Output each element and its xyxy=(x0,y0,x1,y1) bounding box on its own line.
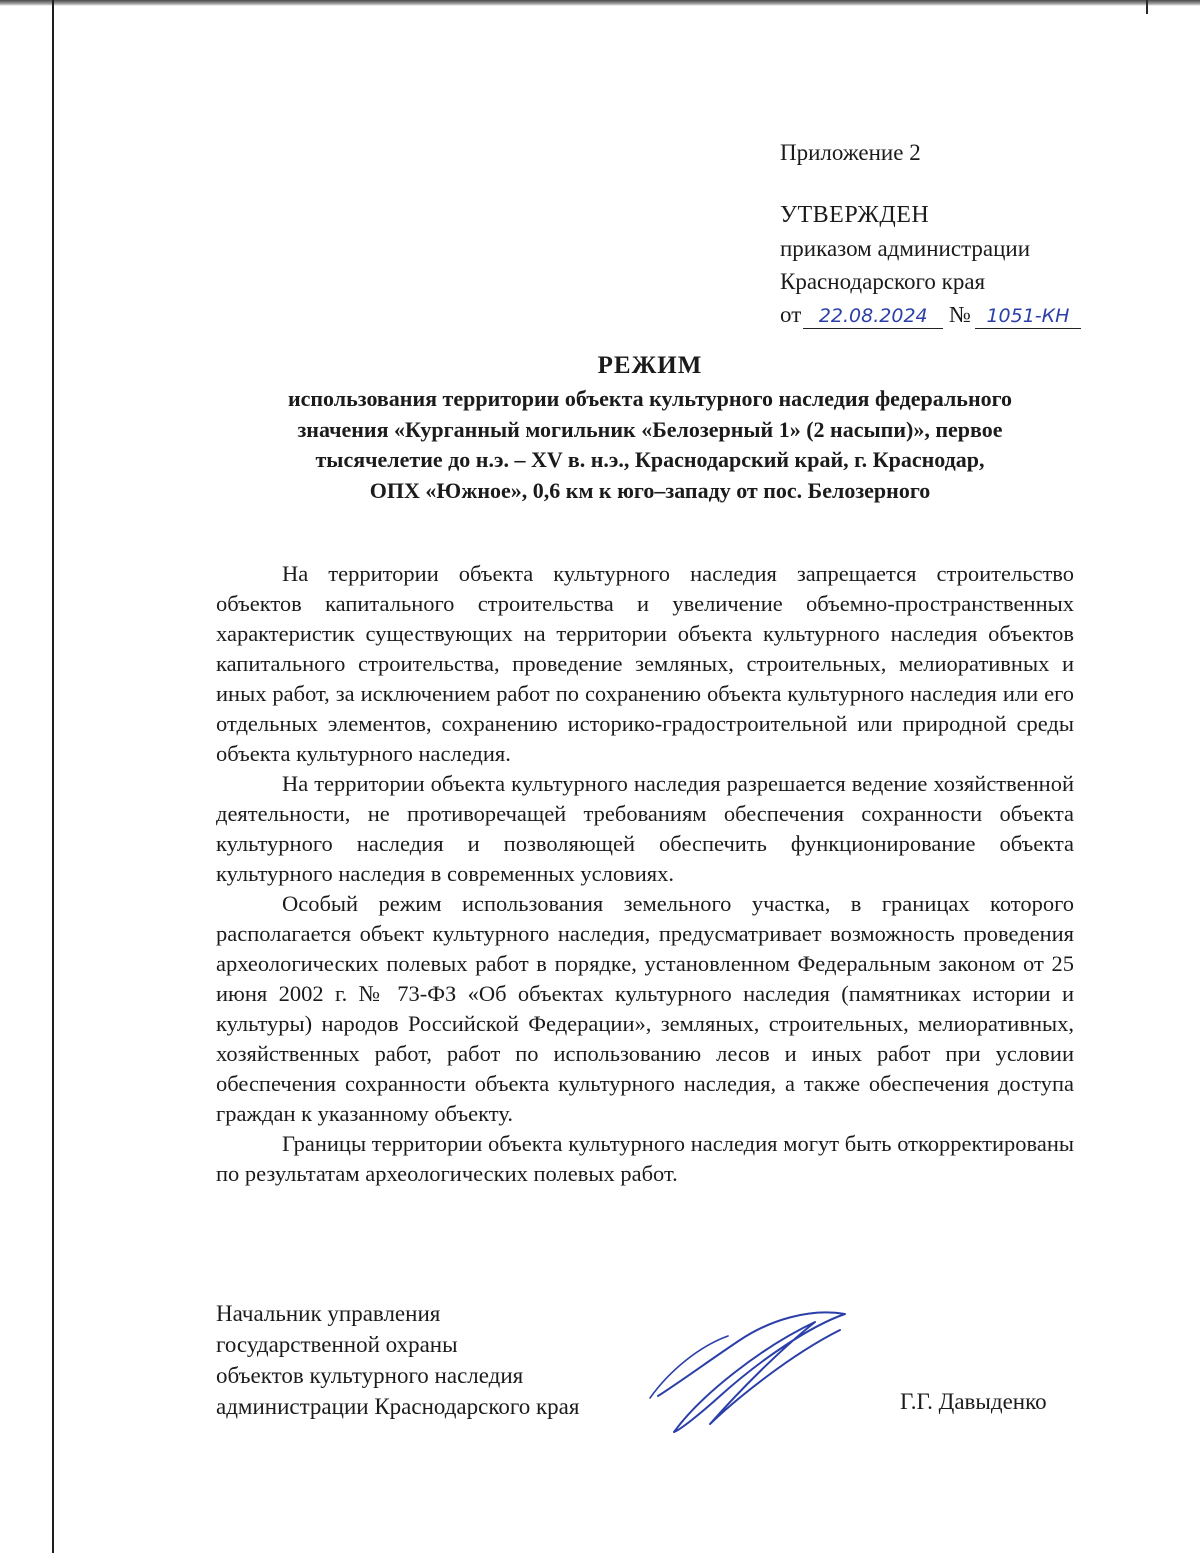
approval-block xyxy=(780,136,1081,331)
position-line: администрации Краснодарского края xyxy=(216,1394,580,1419)
approved-heading: УТВЕРЖДЕН xyxy=(780,202,930,228)
position-line: Начальник управления xyxy=(216,1301,441,1326)
subtitle-line: тысячелетие до н.э. – XV в. н.э., Краснодарский край, г. Краснодар, xyxy=(315,447,985,472)
signatory-position xyxy=(216,1298,579,1422)
subtitle-line: ОПХ «Южное», 0,6 км к юго–западу от пос. Белозерного xyxy=(369,477,931,503)
body-paragraph: Особый режим использования земельного участка, в границах которого располагается объект культурного наследия, предусматривает возможность проведения археологических полевых работ в порядке, установленном Федеральным законом от 25 июня 2002 г. № 73-ФЗ «Об объектах культурного наследия (памятниках истории и культуры) народов Российской Федерации», земляных, строительных, мелиоративных, хозяйственных работ, работ по использованию лесов и иных работ при условии обеспечения сохранности объекта культурного наследия, а также обеспечения доступа граждан к указанному объекту. xyxy=(216,891,1074,1126)
approval-line-2: Краснодарского края xyxy=(780,269,986,294)
position-line: государственной охраны xyxy=(216,1332,458,1357)
approval-line-1: приказом администрации xyxy=(780,236,1031,261)
document-subtitle xyxy=(210,384,1090,506)
document-title: РЕЖИМ xyxy=(597,352,703,379)
document-title-block xyxy=(210,352,1090,506)
handwritten-signature xyxy=(640,1300,870,1440)
body-paragraph: На территории объекта культурного наследия запрещается строительство объектов капитального строительства и увеличение объемно-пространственных характеристик существующих на территории объекта культурного наследия объектов капитального строительства, проведение земляных, строительных, мелиоративных и иных работ, за исключением работ по сохранению объекта культурного наследия или его отдельных элементов, сохранению историко-градостроительной или природной среды объекта культурного наследия. xyxy=(216,561,1074,766)
handwritten-date: 22.08.2024 xyxy=(803,304,943,329)
scan-right-edge xyxy=(1146,0,1148,14)
scan-top-edge xyxy=(0,0,1200,6)
body-paragraph: На территории объекта культурного наследия разрешается ведение хозяйственной деятельности, не противоречащей требованиям обеспечения сохранности объекта культурного наследия и позволяющей обеспечить функционирование объекта культурного наследия в современных условиях. xyxy=(216,771,1074,886)
subtitle-line: значения «Курганный могильник «Белозерный 1» (2 насыпи)», первое xyxy=(297,416,1003,442)
date-prefix: от xyxy=(780,302,802,327)
signatory-name: Г.Г. Давыденко xyxy=(900,1389,1047,1414)
position-line: объектов культурного наследия xyxy=(216,1363,524,1388)
number-prefix: № xyxy=(949,302,971,327)
subtitle-line: использования территории объекта культурного наследия федерального xyxy=(287,386,1013,411)
approval-date-number-line xyxy=(780,298,1081,331)
handwritten-number: 1051-КН xyxy=(975,304,1081,329)
scan-left-edge xyxy=(52,0,54,1553)
body-paragraph: Границы территории объекта культурного наследия могут быть откорректированы по результатам археологических полевых работ. xyxy=(216,1131,1074,1186)
document-body xyxy=(216,559,1074,1189)
appendix-label: Приложение 2 xyxy=(780,140,921,165)
